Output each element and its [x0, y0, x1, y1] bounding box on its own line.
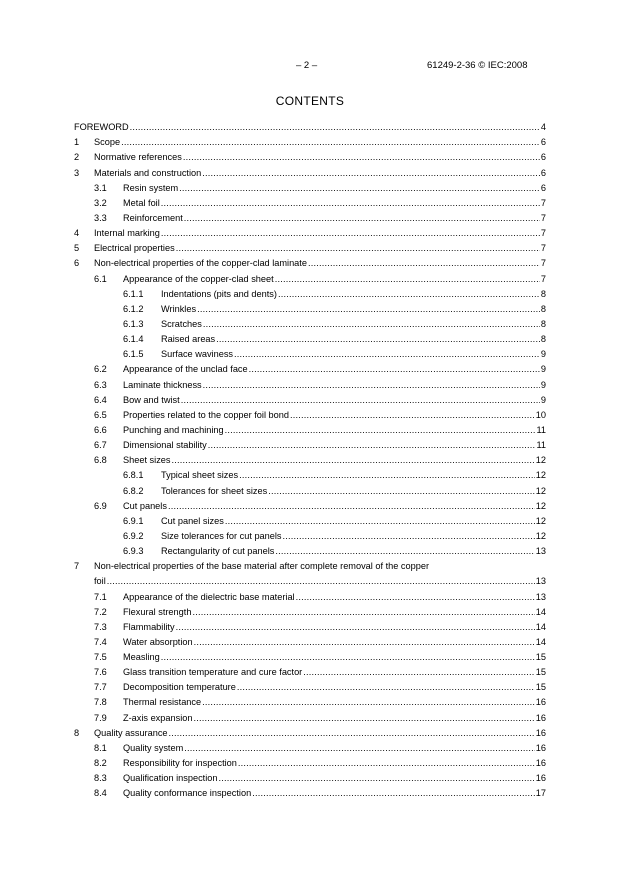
- toc-entry[interactable]: [74, 693, 546, 708]
- toc-entry-title: Quality system: [123, 742, 184, 753]
- toc-entry-title: Punching and machining: [123, 424, 224, 435]
- toc-entry[interactable]: [74, 209, 546, 224]
- toc-entry[interactable]: [74, 708, 546, 723]
- toc-entry[interactable]: [74, 587, 546, 602]
- toc-leader-dots: [208, 440, 536, 451]
- toc-entry-title: Materials and construction: [94, 167, 202, 178]
- toc-entry-number: 2: [74, 152, 80, 163]
- toc-leader-dots: [283, 531, 535, 542]
- toc-leader-dots: [183, 152, 540, 163]
- toc-leader-dots: [249, 364, 540, 375]
- toc-entry[interactable]: [74, 754, 546, 769]
- toc-entry-title: Glass transition temperature and cure factor: [123, 667, 303, 678]
- toc-entry[interactable]: [74, 345, 546, 360]
- toc-leader-dots: [194, 637, 535, 648]
- toc-leader-dots: [121, 137, 540, 148]
- toc-entry-page: 12: [535, 470, 546, 481]
- toc-leader-dots: [107, 576, 535, 587]
- toc-entry-page: 16: [535, 742, 546, 753]
- toc-entry-number: 7.7: [94, 682, 107, 693]
- table-of-contents: [74, 118, 546, 799]
- toc-entry[interactable]: [74, 633, 546, 648]
- toc-leader-dots: [268, 486, 535, 497]
- toc-entry-number: 7: [74, 561, 80, 572]
- toc-entry-title: Tolerances for sheet sizes: [161, 485, 268, 496]
- toc-entry-title: Dimensional stability: [123, 440, 207, 451]
- toc-entry-page: 15: [535, 667, 546, 678]
- toc-leader-dots: [296, 592, 535, 603]
- toc-entry-page: 16: [535, 758, 546, 769]
- toc-entry-title: Measling: [123, 652, 160, 663]
- toc-entry-number: 6.2: [94, 364, 107, 375]
- toc-entry-title: Laminate thickness: [123, 379, 202, 390]
- toc-entry-page: 12: [535, 485, 546, 496]
- toc-entry-number: 7.3: [94, 621, 107, 632]
- toc-entry[interactable]: [74, 542, 546, 557]
- toc-entry[interactable]: [74, 557, 546, 572]
- toc-entry[interactable]: [74, 254, 546, 269]
- toc-entry-number: 6: [74, 258, 80, 269]
- toc-leader-dots: [275, 546, 534, 557]
- toc-entry-title: Reinforcement: [123, 212, 183, 223]
- toc-leader-dots: [176, 622, 535, 633]
- toc-entry-page: 14: [535, 636, 546, 647]
- toc-entry-title: Rectangularity of cut panels: [161, 546, 275, 557]
- toc-leader-dots: [290, 410, 535, 421]
- toc-leader-dots: [168, 501, 535, 512]
- toc-entry-page: 8: [540, 318, 546, 329]
- toc-entry-page: 9: [540, 349, 546, 360]
- toc-entry[interactable]: [74, 618, 546, 633]
- toc-entry-page: 16: [535, 727, 546, 738]
- toc-entry[interactable]: [74, 739, 546, 754]
- toc-entry-page: 9: [540, 364, 546, 375]
- toc-entry-number: 4: [74, 228, 80, 239]
- toc-leader-dots: [169, 728, 535, 739]
- toc-entry-title: Non-electrical properties of the copper-clad laminate: [94, 258, 307, 269]
- toc-entry[interactable]: [74, 421, 546, 436]
- toc-entry[interactable]: [74, 648, 546, 663]
- toc-leader-dots: [308, 258, 540, 269]
- toc-entry-page: 12: [535, 515, 546, 526]
- toc-entry[interactable]: [74, 239, 546, 254]
- toc-entry-number: 6.1.4: [123, 334, 144, 345]
- toc-entry-number: 6.9.1: [123, 515, 144, 526]
- toc-leader-dots: [225, 425, 536, 436]
- toc-leader-dots: [218, 773, 534, 784]
- toc-entry-number: 7.6: [94, 667, 107, 678]
- toc-entry-title: Typical sheet sizes: [161, 470, 239, 481]
- toc-entry-number: 6.9: [94, 500, 107, 511]
- toc-entry[interactable]: [74, 663, 546, 678]
- toc-entry-title: Electrical properties: [94, 243, 175, 254]
- toc-leader-dots: [278, 289, 540, 300]
- toc-entry-number: 3.1: [94, 182, 107, 193]
- toc-entry-number: 6.8.2: [123, 485, 144, 496]
- toc-leader-dots: [161, 652, 535, 663]
- toc-entry-title: Quality assurance: [94, 727, 168, 738]
- toc-entry[interactable]: [74, 724, 546, 739]
- toc-entry-page: 13: [535, 576, 546, 587]
- toc-entry-page: 12: [535, 530, 546, 541]
- toc-entry-title: Thermal resistance: [123, 697, 202, 708]
- toc-entry-title: Non-electrical properties of the base material after complete removal of the copper: [94, 561, 429, 572]
- toc-leader-dots: [239, 470, 535, 481]
- toc-entry-title: Water absorption: [123, 636, 193, 647]
- toc-entry-title: Responsibility for inspection: [123, 758, 237, 769]
- toc-leader-dots: [203, 319, 540, 330]
- toc-entry-number: 6.1.3: [123, 318, 144, 329]
- toc-leader-dots: [184, 213, 540, 224]
- toc-leader-dots: [161, 228, 540, 239]
- toc-entry-number: 7.1: [94, 591, 107, 602]
- toc-entry-title: Appearance of the unclad face: [123, 364, 248, 375]
- toc-entry-title: Wrinkles: [161, 303, 197, 314]
- toc-entry[interactable]: [74, 133, 546, 148]
- toc-entry-page: 7: [540, 258, 546, 269]
- toc-entry-title: Scratches: [161, 318, 202, 329]
- toc-entry[interactable]: [74, 451, 546, 466]
- toc-entry-title: Flexural strength: [123, 606, 192, 617]
- toc-entry-title: Z-axis expansion: [123, 712, 193, 723]
- toc-entry-number: 6.1.5: [123, 349, 144, 360]
- toc-entry-page: 14: [535, 606, 546, 617]
- toc-entry-title: Internal marking: [94, 228, 160, 239]
- toc-entry-number: 6.1: [94, 273, 107, 284]
- toc-leader-dots: [181, 395, 540, 406]
- toc-entry-number: 6.9.3: [123, 546, 144, 557]
- toc-entry[interactable]: [74, 224, 546, 239]
- toc-entry-page: 10: [535, 409, 546, 420]
- toc-entry-page: 7: [540, 273, 546, 284]
- toc-entry-title: Cut panel sizes: [161, 515, 224, 526]
- toc-leader-dots: [176, 243, 540, 254]
- toc-entry-continuation[interactable]: [74, 572, 546, 587]
- toc-entry-number: 3: [74, 167, 80, 178]
- toc-entry-page: 11: [536, 440, 546, 451]
- toc-entry-page: 7: [540, 212, 546, 223]
- toc-entry-number: 7.8: [94, 697, 107, 708]
- toc-entry-page: 6: [540, 182, 546, 193]
- toc-entry[interactable]: [74, 391, 546, 406]
- toc-entry[interactable]: [74, 497, 546, 512]
- toc-entry-title: Normative references: [94, 152, 182, 163]
- toc-entry[interactable]: [74, 269, 546, 284]
- toc-entry[interactable]: [74, 285, 546, 300]
- toc-entry-page: 16: [535, 712, 546, 723]
- toc-leader-dots: [237, 682, 535, 693]
- toc-entry-title: Appearance of the dielectric base material: [123, 591, 295, 602]
- toc-entry-number: 6.6: [94, 424, 107, 435]
- toc-entry-title-continuation: foil: [94, 576, 106, 587]
- toc-entry[interactable]: [74, 466, 546, 481]
- toc-entry[interactable]: [74, 300, 546, 315]
- toc-entry[interactable]: [74, 436, 546, 451]
- toc-entry-number: 6.9.2: [123, 530, 144, 541]
- toc-entry[interactable]: [74, 527, 546, 542]
- toc-leader-dots: [234, 349, 540, 360]
- toc-entry-number: 7.9: [94, 712, 107, 723]
- toc-entry-number: 7.4: [94, 636, 107, 647]
- toc-entry-page: 6: [540, 167, 546, 178]
- toc-entry-page: 8: [540, 334, 546, 345]
- toc-entry-page: 16: [535, 773, 546, 784]
- toc-leader-dots: [179, 183, 540, 194]
- toc-entry-number: 7.5: [94, 652, 107, 663]
- toc-leader-dots: [203, 380, 540, 391]
- toc-entry-title: Size tolerances for cut panels: [161, 530, 282, 541]
- toc-entry-title: Properties related to the copper foil bond: [123, 409, 289, 420]
- toc-entry[interactable]: [74, 481, 546, 496]
- toc-entry-page: 15: [535, 682, 546, 693]
- toc-entry[interactable]: [74, 678, 546, 693]
- toc-entry[interactable]: [74, 360, 546, 375]
- toc-entry-number: 8.2: [94, 758, 107, 769]
- toc-entry-title: Metal foil: [123, 197, 160, 208]
- toc-entry-page: 11: [536, 424, 546, 435]
- toc-entry[interactable]: [74, 163, 546, 178]
- toc-entry-page: 6: [540, 152, 546, 163]
- toc-entry[interactable]: [74, 315, 546, 330]
- toc-entry-page: 7: [540, 228, 546, 239]
- toc-entry-number: 6.7: [94, 440, 107, 451]
- toc-entry-page: 7: [540, 243, 546, 254]
- toc-entry[interactable]: [74, 406, 546, 421]
- toc-entry-number: 6.8: [94, 455, 107, 466]
- toc-entry[interactable]: [74, 512, 546, 527]
- toc-leader-dots: [192, 607, 534, 618]
- toc-entry-page: 13: [535, 591, 546, 602]
- toc-entry[interactable]: [74, 603, 546, 618]
- toc-entry-title: FOREWORD: [74, 122, 129, 133]
- toc-entry-page: 12: [535, 500, 546, 511]
- toc-entry-number: 8: [74, 727, 80, 738]
- toc-leader-dots: [193, 713, 534, 724]
- toc-entry-page: 8: [540, 303, 546, 314]
- toc-entry-number: 5: [74, 243, 80, 254]
- toc-entry-title: Appearance of the copper-clad sheet: [123, 273, 274, 284]
- toc-leader-dots: [161, 198, 540, 209]
- toc-entry-page: 9: [540, 394, 546, 405]
- toc-entry-title: Flammability: [123, 621, 175, 632]
- document-reference: 61249-2-36 © IEC:2008: [427, 60, 528, 71]
- toc-entry-page: 17: [535, 788, 546, 799]
- toc-entry-title: Decomposition temperature: [123, 682, 236, 693]
- toc-entry-number: 8.4: [94, 788, 107, 799]
- toc-entry-title: Surface waviness: [161, 349, 234, 360]
- toc-entry[interactable]: [74, 784, 546, 799]
- toc-entry-page: 14: [535, 621, 546, 632]
- toc-entry-page: 15: [535, 652, 546, 663]
- page-number: – 2 –: [296, 60, 318, 71]
- toc-leader-dots: [252, 788, 535, 799]
- toc-entry-number: 6.8.1: [123, 470, 144, 481]
- toc-leader-dots: [202, 697, 535, 708]
- toc-entry-number: 6.5: [94, 409, 107, 420]
- toc-entry-number: 3.3: [94, 212, 107, 223]
- toc-entry-page: 9: [540, 379, 546, 390]
- toc-entry-page: 4: [540, 122, 546, 133]
- toc-entry[interactable]: [74, 194, 546, 209]
- toc-entry-page: 7: [540, 197, 546, 208]
- toc-entry-page: 16: [535, 697, 546, 708]
- contents-title: CONTENTS: [275, 94, 345, 108]
- toc-entry-number: 8.1: [94, 742, 107, 753]
- toc-entry-title: Indentations (pits and dents): [161, 288, 277, 299]
- toc-entry-title: Raised areas: [161, 334, 216, 345]
- toc-entry[interactable]: [74, 330, 546, 345]
- toc-entry[interactable]: [74, 118, 546, 133]
- toc-entry-title: Scope: [94, 137, 121, 148]
- toc-leader-dots: [225, 516, 535, 527]
- toc-entry-title: Sheet sizes: [123, 455, 171, 466]
- toc-entry-number: 6.4: [94, 394, 107, 405]
- toc-entry-title: Resin system: [123, 182, 179, 193]
- toc-entry-title: Bow and twist: [123, 394, 180, 405]
- toc-leader-dots: [184, 743, 535, 754]
- toc-entry-number: 3.2: [94, 197, 107, 208]
- toc-entry[interactable]: [74, 179, 546, 194]
- toc-entry[interactable]: [74, 375, 546, 390]
- toc-entry-number: 6.1.2: [123, 303, 144, 314]
- toc-entry-number: 7.2: [94, 606, 107, 617]
- toc-entry-number: 6.3: [94, 379, 107, 390]
- toc-leader-dots: [197, 304, 540, 315]
- toc-entry-number: 1: [74, 137, 80, 148]
- toc-entry-page: 13: [535, 546, 546, 557]
- toc-entry-page: 8: [540, 288, 546, 299]
- toc-leader-dots: [275, 274, 540, 285]
- toc-leader-dots: [172, 455, 535, 466]
- toc-leader-dots: [202, 168, 540, 179]
- toc-entry-title: Qualification inspection: [123, 773, 218, 784]
- toc-entry-number: 6.1.1: [123, 288, 144, 299]
- toc-entry-number: 8.3: [94, 773, 107, 784]
- toc-entry-title: Quality conformance inspection: [123, 788, 252, 799]
- toc-leader-dots: [130, 122, 540, 133]
- toc-entry-page: 6: [540, 137, 546, 148]
- toc-leader-dots: [303, 667, 535, 678]
- toc-entry[interactable]: [74, 148, 546, 163]
- toc-entry-title: Cut panels: [123, 500, 167, 511]
- toc-leader-dots: [216, 334, 540, 345]
- toc-entry-page: 12: [535, 455, 546, 466]
- toc-entry[interactable]: [74, 769, 546, 784]
- toc-leader-dots: [238, 758, 535, 769]
